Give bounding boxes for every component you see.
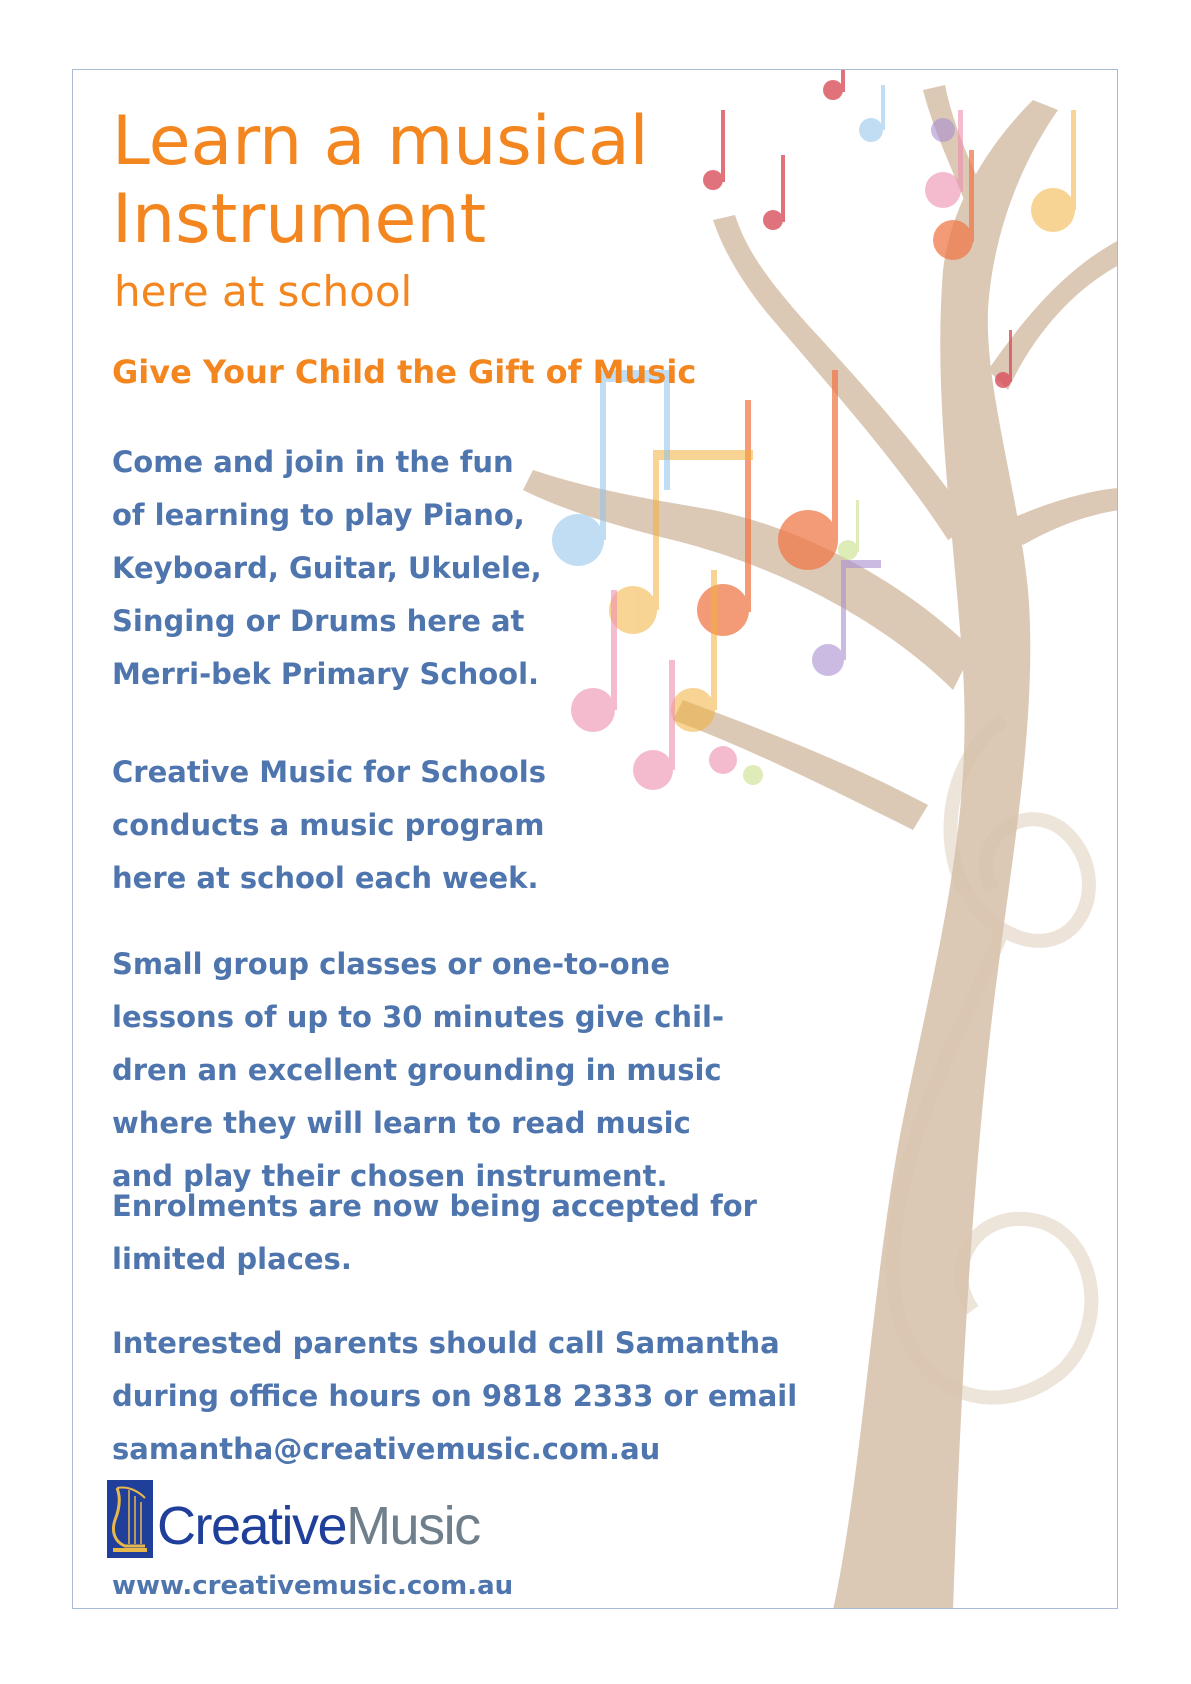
website-link[interactable]: www.creativemusic.com.au — [112, 1571, 514, 1601]
paragraph-line: Enrolments are now being accepted for — [112, 1189, 757, 1223]
paragraph-line: Small group classes or one-to-one — [112, 947, 671, 981]
paragraph-line: of learning to play Piano, — [112, 498, 525, 532]
paragraph-line: Singing or Drums here at — [112, 604, 525, 638]
paragraph-line: Creative Music for Schools — [112, 755, 546, 789]
page-title — [112, 103, 872, 259]
subtitle: here at school — [114, 267, 413, 316]
enrolment-paragraph — [112, 1180, 757, 1286]
paragraph-line: lessons of up to 30 minutes give chil- — [112, 1000, 724, 1034]
paragraph-line: conducts a music program — [112, 808, 545, 842]
paragraph-line: during office hours on 9818 2333 or email — [112, 1379, 798, 1413]
paragraph-line: Interested parents should call Samantha — [112, 1326, 780, 1360]
logo-word-music: Music — [346, 1496, 480, 1556]
paragraph-line: Merri-bek Primary School. — [112, 657, 540, 691]
logo-word-creative: Creative — [157, 1496, 347, 1556]
flyer-frame — [72, 69, 1118, 1609]
harp-icon — [107, 1480, 153, 1558]
paragraph-line: Come and join in the fun — [112, 445, 514, 479]
intro-paragraph — [112, 436, 542, 701]
paragraph-line: here at school each week. — [112, 861, 539, 895]
title-line: Instrument — [112, 180, 487, 259]
lessons-paragraph — [112, 938, 724, 1203]
paragraph-line: where they will learn to read music — [112, 1106, 691, 1140]
title-line: Learn a musical — [112, 102, 649, 181]
paragraph-line: and play their chosen instrument. — [112, 1159, 668, 1193]
logo-wordmark — [157, 1494, 480, 1558]
contact-paragraph — [112, 1317, 797, 1476]
tagline: Give Your Child the Gift of Music — [112, 353, 697, 391]
contact-email[interactable]: samantha@creativemusic.com.au — [112, 1432, 661, 1466]
paragraph-line: dren an excellent grounding in music — [112, 1053, 722, 1087]
paragraph-line: limited places. — [112, 1242, 352, 1276]
paragraph-line: Keyboard, Guitar, Ukulele, — [112, 551, 542, 585]
program-paragraph — [112, 746, 546, 905]
